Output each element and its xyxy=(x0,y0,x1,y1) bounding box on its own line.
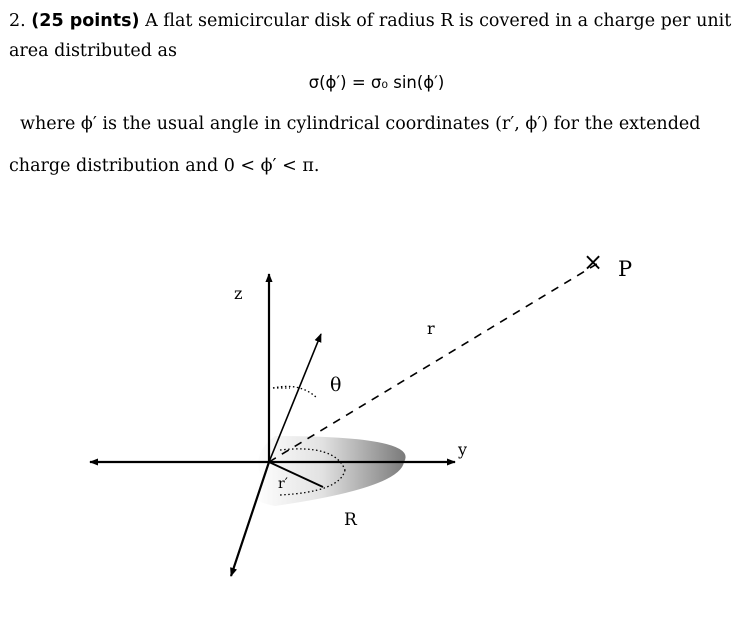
label-r-prime: r′ xyxy=(278,476,288,492)
equation-text: σ(ϕ′) = σ₀ sin(ϕ′) xyxy=(308,73,445,92)
problem-points: (25 points) xyxy=(31,11,140,31)
problem-number: 2. xyxy=(9,11,26,31)
label-z: z xyxy=(234,284,243,303)
label-r: r xyxy=(427,319,435,338)
label-theta: θ xyxy=(330,374,342,396)
label-y: y xyxy=(458,440,468,459)
x-axis xyxy=(231,462,269,576)
charge-distribution-sentence: charge distribution and 0 < ϕ′ < π. xyxy=(9,156,320,176)
r-vector xyxy=(269,262,600,462)
point-p-marker: × xyxy=(582,248,604,276)
problem-text-line-2: area distributed as xyxy=(9,41,177,61)
problem-text-line-1: A flat semicircular disk of radius R is covered in a charge per unit xyxy=(145,11,732,31)
label-R: R xyxy=(344,510,357,530)
semicircular-disk xyxy=(254,436,406,506)
label-P: P xyxy=(618,257,633,281)
where-sentence: where ϕ′ is the usual angle in cylindrical coordinates (r′, ϕ′) for the extended xyxy=(20,114,701,134)
